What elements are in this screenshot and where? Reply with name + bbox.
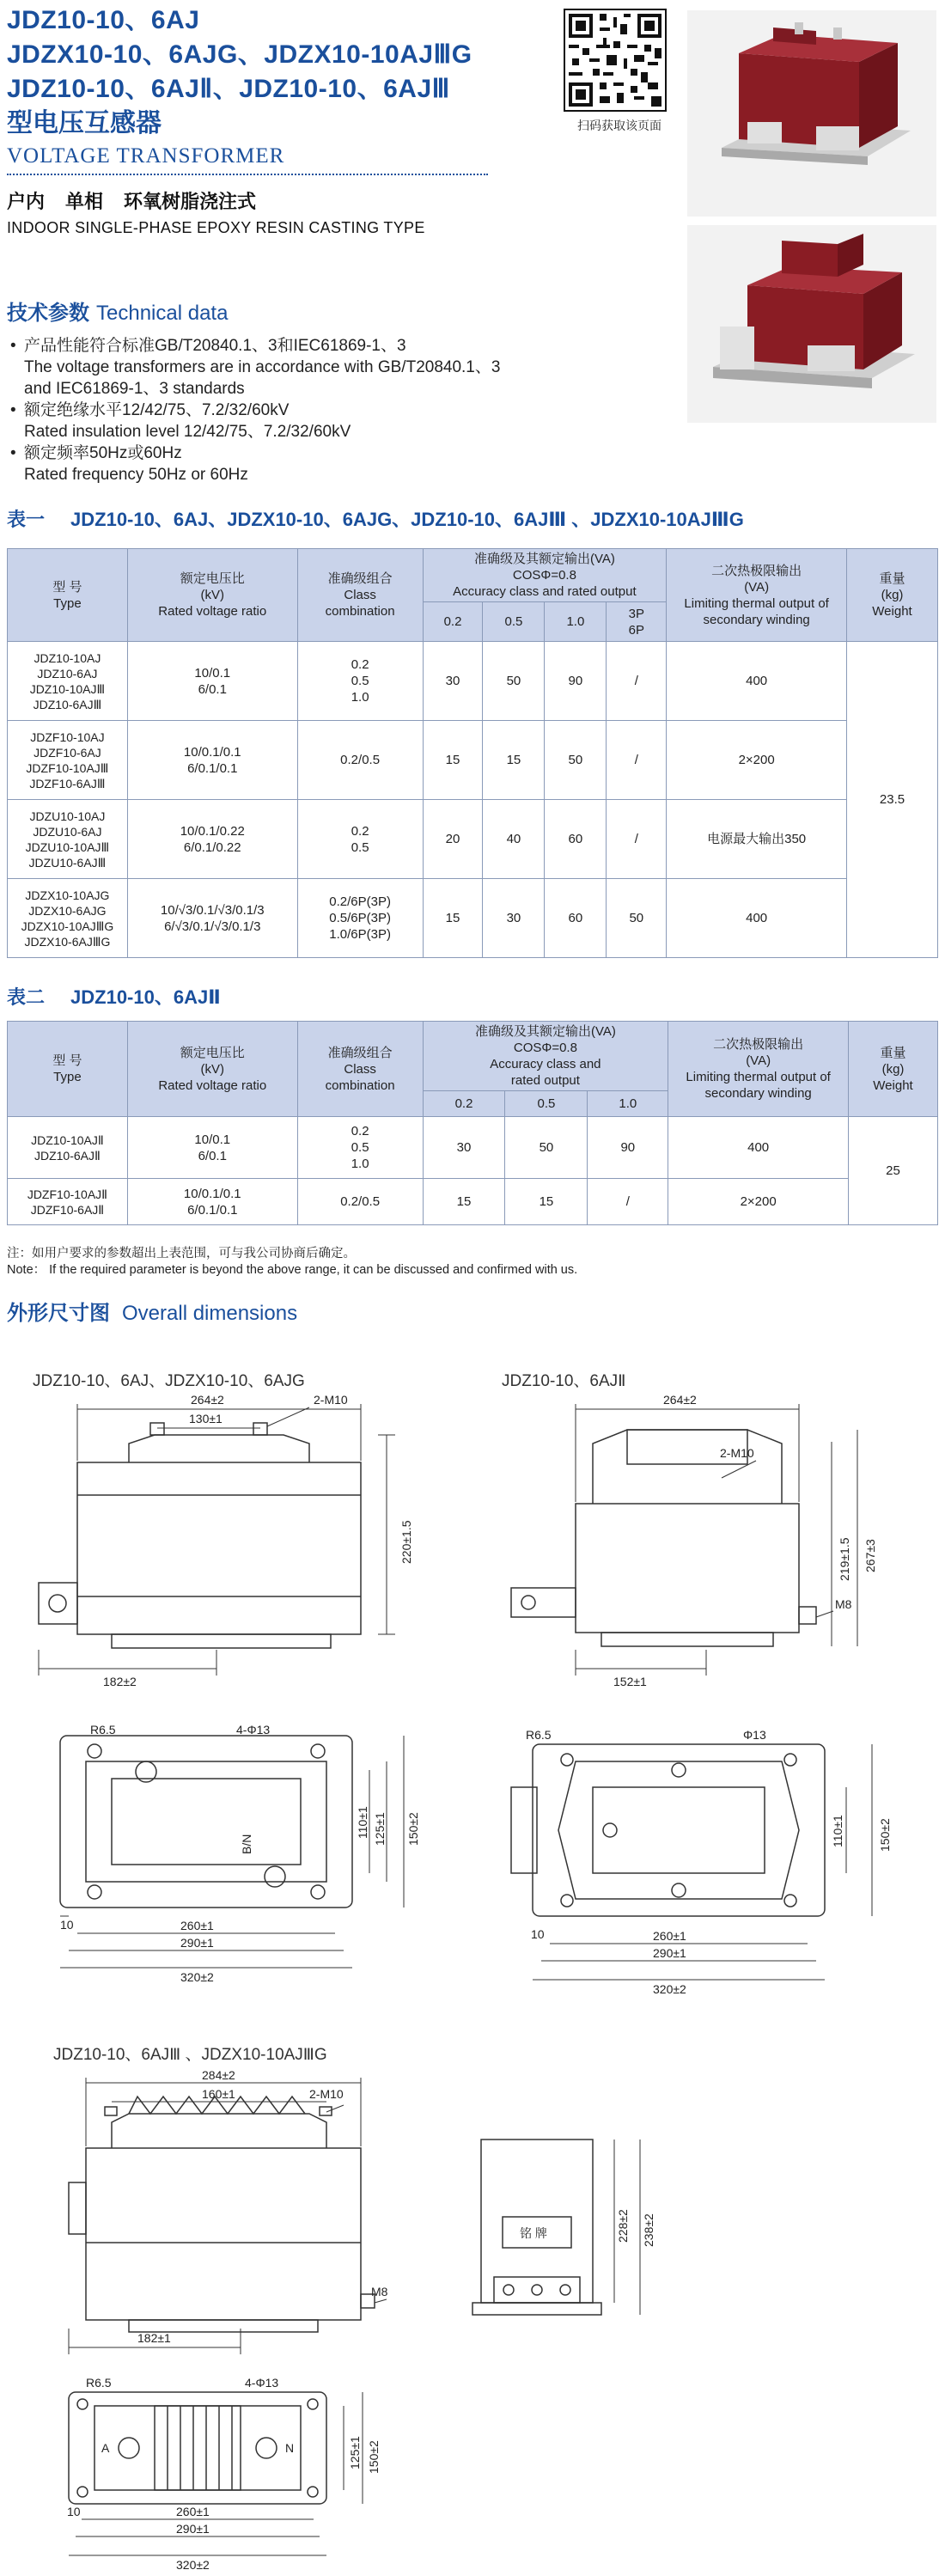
- product-photo-1: [687, 10, 936, 217]
- table1-cell-05: 50: [483, 642, 545, 721]
- spec-table-1: [7, 548, 938, 958]
- table-row: [8, 642, 938, 721]
- table1-cell-05: 40: [483, 800, 545, 879]
- table1-sub-3p6p: 3P 6P: [607, 602, 667, 642]
- dim-c-bolt: 2-M10: [309, 2087, 344, 2101]
- drawing-b-plan: [481, 1718, 911, 2011]
- tech-list: [10, 335, 526, 485]
- table1-cell-10: 60: [545, 800, 607, 879]
- table1-cell-02: 15: [423, 721, 483, 800]
- subtitle-epoxy: 环氧树脂浇注式: [124, 191, 257, 212]
- table2-cell-05: 15: [505, 1179, 588, 1225]
- tech-item: [10, 443, 526, 485]
- table-row: [8, 1117, 938, 1179]
- dimensions-title-cn: 外形尺寸图: [7, 1302, 110, 1325]
- table1-cell-limit: 电源最大输出350: [667, 800, 847, 879]
- table1-header-type: 型 号 Type: [8, 549, 128, 642]
- dim-b-h2: 267±3: [863, 1539, 877, 1572]
- dim-b-hole: Φ13: [743, 1728, 766, 1742]
- nameplate-label: 铭 牌: [520, 2226, 547, 2240]
- drawing-c-side: [447, 2114, 670, 2329]
- dim-b-m: M8: [835, 1597, 852, 1611]
- table1-cell-type: JDZ10-10AJ JDZ10-6AJ JDZ10-10AJⅢ JDZ10-6AJⅢ: [8, 642, 128, 721]
- table1-cell-ratio: 10/√3/0.1/√3/0.1/3 6/√3/0.1/√3/0.1/3: [127, 879, 297, 958]
- dimensions-title: [7, 1296, 297, 1326]
- subtitle-cn: [7, 187, 557, 214]
- table1-header-ratio: 额定电压比 (kV) Rated voltage ratio: [127, 549, 297, 642]
- table2-cell-class: 0.2/0.5: [297, 1179, 423, 1225]
- table1-cell-10: 60: [545, 879, 607, 958]
- dim-c-a: A: [101, 2441, 110, 2455]
- table1-caption-num: 表一: [7, 509, 46, 530]
- dim-c-d2: 260±1: [176, 2505, 210, 2518]
- table2-cell-10: /: [588, 1179, 668, 1225]
- table2-cell-class: 0.2 0.5 1.0: [297, 1117, 423, 1179]
- table1-cell-class: 0.2/6P(3P) 0.5/6P(3P) 1.0/6P(3P): [297, 879, 423, 958]
- drawing-a-label: JDZ10-10、6AJ、JDZX10-10、6AJG: [33, 1372, 305, 1390]
- table1-cell-type: JDZF10-10AJ JDZF10-6AJ JDZF10-10AJⅢ JDZF10-6AJⅢ: [8, 721, 128, 800]
- table1-cell-02: 30: [423, 642, 483, 721]
- tech-item-text: 产品性能符合标准GB/T20840.1、3和IEC61869-1、3: [24, 337, 406, 355]
- dim-c-d4: 320±2: [176, 2558, 210, 2572]
- dim-a-bolt: 2-M10: [314, 1393, 348, 1407]
- table2-cell-02: 15: [423, 1179, 505, 1225]
- table1-cell-10: 90: [545, 642, 607, 721]
- table1-cell-class: 0.2 0.5 1.0: [297, 642, 423, 721]
- dim-a-d3: 290±1: [180, 1936, 214, 1950]
- tech-item: [10, 400, 526, 443]
- dim-a-d1: 10: [60, 1918, 74, 1932]
- table1-cell-class: 0.2 0.5: [297, 800, 423, 879]
- dim-c-side-h2: 238±2: [642, 2213, 655, 2247]
- table1-cell-ratio: 10/0.1/0.22 6/0.1/0.22: [127, 800, 297, 879]
- table2-caption-num: 表二: [7, 986, 46, 1008]
- table2-cell-type: JDZ10-10AJⅡ JDZ10-6AJⅡ: [8, 1117, 128, 1179]
- tech-item-text-en: Rated frequency 50Hz or 60Hz: [24, 466, 248, 484]
- dim-c-base: 182±1: [137, 2331, 171, 2345]
- dim-a-d4: 320±2: [180, 1970, 214, 1984]
- dim-c-n: N: [285, 2441, 295, 2455]
- product-title-1: JDZ10-10、6AJ: [7, 6, 200, 34]
- table1-cell-limit: 400: [667, 879, 847, 958]
- spec-table-2: [7, 1021, 938, 1225]
- table2-header-limit: 二次热极限输出 (VA) Limiting thermal output of secondary winding: [668, 1022, 849, 1117]
- drawing-a-front: [26, 1392, 421, 1701]
- table1-cell-weight: 23.5: [847, 642, 938, 958]
- table2-cell-limit: 400: [668, 1117, 849, 1179]
- table1-cell-3p: /: [607, 721, 667, 800]
- product-title-2: JDZX10-10、6AJG、JDZX10-10AJⅢG: [7, 40, 472, 69]
- table1-cell-ratio: 10/0.1 6/0.1: [127, 642, 297, 721]
- subtitle-en: INDOOR SINGLE-PHASE EPOXY RESIN CASTING TYPE: [7, 219, 425, 236]
- drawing-a-plan: [26, 1718, 430, 1993]
- dim-b-d2: 260±1: [653, 1929, 686, 1943]
- subtitle-indoor: 户内: [7, 191, 46, 212]
- table2-cell-ratio: 10/0.1 6/0.1: [127, 1117, 297, 1179]
- table2-cell-limit: 2×200: [668, 1179, 849, 1225]
- dim-a-height: 220±1.5: [399, 1520, 413, 1564]
- table2-sub-10: 1.0: [588, 1091, 668, 1117]
- tech-item: [10, 335, 526, 400]
- table2-sub-05: 0.5: [505, 1091, 588, 1117]
- table2-cell-10: 90: [588, 1117, 668, 1179]
- tech-section-title: [7, 296, 228, 326]
- table2-header-weight: 重量 (kg) Weight: [849, 1022, 938, 1117]
- table1-sub-10: 1.0: [545, 602, 607, 642]
- product-photo-2: [687, 225, 936, 423]
- table-row: [8, 879, 938, 958]
- table1-cell-3p: 50: [607, 879, 667, 958]
- table1-caption-text: JDZ10-10、6AJ、JDZX10-10、6AJG、JDZ10-10、6AJⅢ 、JDZX10-10AJⅢG: [70, 509, 744, 530]
- table2-header-type: 型 号 Type: [8, 1022, 128, 1117]
- table1-header-class: 准确级组合 Class combination: [297, 549, 423, 642]
- table1-header-weight: 重量 (kg) Weight: [847, 549, 938, 642]
- product-title-en: VOLTAGE TRANSFORMER: [7, 144, 285, 168]
- dim-a-mark: B/N: [240, 1834, 253, 1854]
- table-row: [8, 800, 938, 879]
- table-row: [8, 1179, 938, 1225]
- tech-title-cn: 技术参数: [7, 302, 89, 325]
- drawing-c-plan: [52, 2375, 395, 2573]
- dim-b-radius: R6.5: [526, 1728, 552, 1742]
- table1-cell-02: 20: [423, 800, 483, 879]
- note-en: Note： If the required parameter is beyond the above range, it can be discussed and confirmed with us.: [7, 1263, 578, 1277]
- tech-title-en: Technical data: [96, 302, 229, 325]
- table1-cell-type: JDZX10-10AJG JDZX10-6AJG JDZX10-10AJⅢG JDZX10-6AJⅢG: [8, 879, 128, 958]
- dim-c-top: 160±1: [202, 2087, 235, 2101]
- dim-c-h1: 125±1: [348, 2436, 362, 2469]
- table2-header-output: 准确级及其额定输出(VA) COSΦ=0.8 Accuracy class and rated output: [423, 1022, 668, 1091]
- qr-caption: 扫码获取该页面: [577, 119, 662, 132]
- table2-sub-02: 0.2: [423, 1091, 505, 1117]
- header: [7, 3, 557, 237]
- table1-cell-ratio: 10/0.1/0.1 6/0.1/0.1: [127, 721, 297, 800]
- dim-c-h2: 150±2: [367, 2440, 381, 2474]
- table2-cell-weight: 25: [849, 1117, 938, 1225]
- dim-a-h1: 110±1: [356, 1806, 369, 1839]
- table1-cell-3p: /: [607, 642, 667, 721]
- table1-cell-10: 50: [545, 721, 607, 800]
- note-cn: 注：如用户要求的参数超出上表范围，可与我公司协商后确定。: [7, 1247, 356, 1261]
- table2-cell-type: JDZF10-10AJⅡ JDZF10-6AJⅡ: [8, 1179, 128, 1225]
- dim-b-h1: 219±1.5: [838, 1537, 851, 1581]
- subtitle-single-phase: 单相: [65, 191, 104, 212]
- dim-c-radius: R6.5: [86, 2376, 112, 2390]
- table1-header-output: 准确级及其额定输出(VA) COSΦ=0.8 Accuracy class and rated output: [423, 549, 667, 602]
- dim-c-width: 284±2: [202, 2071, 235, 2082]
- dim-b-bolt: 2-M10: [720, 1446, 754, 1460]
- table2-caption: [7, 983, 221, 1010]
- tech-item-text: 额定频率50Hz或60Hz: [24, 444, 182, 462]
- dim-b-d1: 10: [531, 1927, 545, 1941]
- dimensions-title-en: Overall dimensions: [122, 1302, 298, 1325]
- dim-c-hole: 4-Φ13: [245, 2376, 279, 2390]
- dim-c-side-h1: 228±2: [616, 2209, 630, 2243]
- table2-cell-02: 30: [423, 1117, 505, 1179]
- table2-caption-text: JDZ10-10、6AJⅡ: [70, 986, 221, 1008]
- qr-code[interactable]: [564, 9, 667, 112]
- table1-cell-02: 15: [423, 879, 483, 958]
- table1-caption: [7, 505, 744, 532]
- product-title-3: JDZ10-10、6AJⅡ、JDZ10-10、6AJⅢ: [7, 75, 450, 103]
- title-divider: [7, 174, 488, 175]
- tech-item-text: 额定绝缘水平12/42/75、7.2/32/60kV: [24, 401, 290, 419]
- drawing-c-label: JDZ10-10、6AJⅢ 、JDZX10-10AJⅢG: [53, 2046, 327, 2064]
- table1-cell-3p: /: [607, 800, 667, 879]
- dim-b-d3: 290±1: [653, 1946, 686, 1960]
- dim-a-width: 264±2: [191, 1393, 224, 1407]
- dim-a-h3: 150±2: [406, 1812, 420, 1846]
- drawing-b-front: [481, 1392, 885, 1701]
- dim-b-h2: 150±2: [878, 1818, 892, 1852]
- dim-c-m: M8: [371, 2285, 388, 2298]
- table2-cell-ratio: 10/0.1/0.1 6/0.1/0.1: [127, 1179, 297, 1225]
- table1-cell-05: 30: [483, 879, 545, 958]
- table2-header-ratio: 额定电压比 (kV) Rated voltage ratio: [127, 1022, 297, 1117]
- product-title-cn: 型电压互感器: [7, 109, 162, 137]
- dim-b-h1: 110±1: [831, 1815, 844, 1847]
- table2-cell-05: 50: [505, 1117, 588, 1179]
- dim-a-d2: 260±1: [180, 1919, 214, 1932]
- dim-a-hole: 4-Φ13: [236, 1723, 271, 1737]
- table1-cell-class: 0.2/0.5: [297, 721, 423, 800]
- dim-a-top: 130±1: [189, 1412, 223, 1425]
- dim-b-width: 264±2: [663, 1393, 697, 1407]
- dim-c-d1: 10: [67, 2505, 81, 2518]
- dim-a-h2: 125±1: [373, 1812, 387, 1846]
- table1-cell-05: 15: [483, 721, 545, 800]
- note: [7, 1246, 577, 1279]
- tech-item-text-en: Rated insulation level 12/42/75、7.2/32/60kV: [24, 423, 351, 441]
- table1-cell-limit: 2×200: [667, 721, 847, 800]
- tech-item-text-en: The voltage transformers are in accordance with GB/T20840.1、3 and IEC61869-1、3 standards: [24, 358, 501, 398]
- dim-c-d3: 290±1: [176, 2522, 210, 2536]
- dim-a-base: 182±2: [103, 1675, 137, 1688]
- table1-header-limit: 二次热极限输出 (VA) Limiting thermal output of secondary winding: [667, 549, 847, 642]
- table1-sub-05: 0.5: [483, 602, 545, 642]
- table1-cell-type: JDZU10-10AJ JDZU10-6AJ JDZU10-10AJⅢ JDZU10-6AJⅢ: [8, 800, 128, 879]
- dim-a-radius: R6.5: [90, 1723, 116, 1737]
- table1-cell-limit: 400: [667, 642, 847, 721]
- dim-b-base: 152±1: [613, 1675, 647, 1688]
- drawing-c-front: [52, 2071, 412, 2363]
- table2-header-class: 准确级组合 Class combination: [297, 1022, 423, 1117]
- dim-b-d4: 320±2: [653, 1982, 686, 1996]
- drawing-b-label: JDZ10-10、6AJⅡ: [502, 1372, 626, 1390]
- table-row: [8, 721, 938, 800]
- table1-sub-02: 0.2: [423, 602, 483, 642]
